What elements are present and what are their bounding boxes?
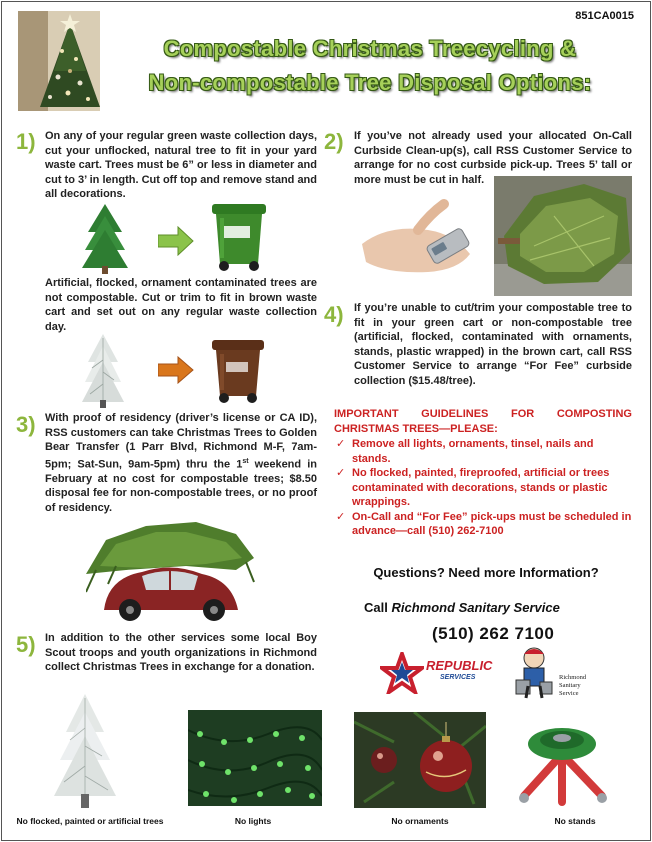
page-title [110,32,630,100]
questions-heading: Questions? Need more Information? [373,565,599,580]
green-waste-cart-image [210,202,268,272]
republic-name: REPUBLIC [426,658,493,673]
company-name: Richmond Sanitary Service [391,600,560,615]
ornaments-image [354,712,486,808]
natural-pine-tree-image [82,202,128,274]
section-3-text [45,411,317,515]
string-lights-image [188,710,322,806]
guideline-item [334,437,632,466]
flyer-page [1,1,651,841]
republic-services-logo-icon [380,652,424,694]
caption-no-ornaments: No ornaments [391,816,449,826]
hand-dialing-phone-image [358,196,474,278]
rss-wordmark [559,674,586,698]
cut-tree-on-curb-image [494,176,632,296]
call-prefix: Call [364,600,392,615]
guideline-item [334,466,632,510]
checkmark-icon: ✓ [336,467,346,479]
brown-waste-cart-image [210,338,266,404]
caption-no-lights: No lights [234,816,272,826]
flocked-tree-image [82,332,124,408]
checkmark-icon: ✓ [336,510,346,523]
section-1-text: On any of your regular green waste collection days, cut your unflocked, natural tree to fit in your yard waste cart. Trees must be 6” or less in diameter and cut to 3’ in length. Cut off top and remove stand and all decorations. [45,130,317,200]
caption-no-flocked-trees: No flocked, painted or artificial trees [16,816,164,826]
guideline-text: No flocked, painted, fireproofed, artificial or trees contaminated with decorations, stands or plastic wrappings. [352,467,610,508]
section-1-number: 1) [16,129,36,154]
republic-sub: SERVICES [440,674,476,681]
section-3-superscript: st [242,457,249,465]
tree-stand-image [514,714,610,808]
phone-number: (510) 262 7100 [432,624,555,643]
composting-guidelines [334,407,632,539]
guideline-text: On-Call and “For Fee” pick-ups must be scheduled in advance—call (510) 262-7100 [352,510,632,537]
artificial-flocked-tree-image [52,692,118,810]
rss-line-3: Service [559,690,579,697]
rss-line-1: Richmond [559,674,587,681]
document-id: 851CA0015 [575,10,634,22]
section-5-text: In addition to the other services some local Boy Scout troops and youth organizations in Richmond collect Christmas Trees in exchange for a donation. [45,632,317,673]
title-line-1: Compostable Christmas Treecycling & [163,36,577,61]
title-line-2: Non-compostable Tree Disposal Options: [148,70,592,95]
guideline-text: Remove all lights, ornaments, tinsel, nails and stands. [352,438,594,465]
guidelines-list [334,437,632,539]
section-3-text-part2: weekend in February at no cost for compostable trees; $8.50 disposal fee for non-compostable trees, or no proof of residency. [45,458,317,514]
section-2-text: If you’ve not already used your allocated On-Call Curbside Clean-up(s), call RSS Customer Service to arrange for no cost curbside pick-up. Trees 5’ tall or more must be cut in half. [354,130,632,186]
section-1-text-artificial: Artificial, flocked, ornament contaminated trees are not compostable. Cut or trim to fit in brown waste cart and set out on any regular waste collection day. [45,277,317,333]
section-3-number: 3) [16,412,36,437]
section-3-text-part1: With proof of residency (driver’s license or CA ID), RSS customers can take Christmas Trees to Golden Bear Transfer (1 Parr Blvd, Richmond M-F, 7am-5pm; Sat-Sun, 9am-5pm) thru the 1 [45,412,317,471]
section-5-number: 5) [16,632,36,657]
section-4-number: 4) [324,302,344,327]
rss-mascot-logo-icon [510,644,558,700]
guidelines-heading: IMPORTANT GUIDELINES FOR COMPOSTING CHRISTMAS TREES—PLEASE: [334,408,632,435]
green-arrow-icon [158,226,194,256]
caption-no-stands: No stands [554,816,596,826]
car-with-tree-image [86,518,256,622]
section-2-number: 2) [324,129,344,154]
checkmark-icon: ✓ [336,438,346,450]
republic-services-wordmark [426,660,492,684]
orange-arrow-icon [158,356,194,384]
call-line [364,600,560,615]
decorated-christmas-tree-photo [18,11,100,111]
rss-line-2: Sanitary [559,682,581,689]
guideline-item [334,510,632,539]
section-4-text: If you’re unable to cut/trim your compostable tree to fit in your green cart or non-compostable tree (artificial, flocked, contaminated with ornaments, stands, plastic wrapped) in the brown cart, call RSS Customer Service to arrange “For Fee” curbside collection ($15.48/tree). [354,302,632,387]
